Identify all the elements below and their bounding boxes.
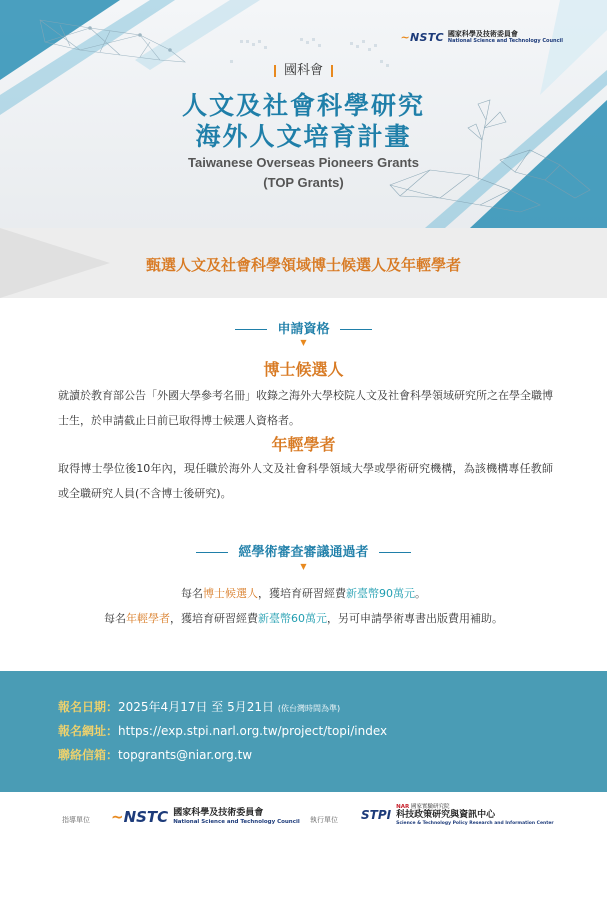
footer-narl-text: NAR 國家實驗研究院 (396, 804, 450, 810)
benefit-role-young: 年輕學者 (126, 612, 170, 625)
phd-candidate-title: 博士候選人 (263, 360, 344, 379)
url-label: 報名網址： (58, 724, 119, 738)
footer-nstc-logo (111, 808, 300, 826)
benefit-line-phd: 每名博士候選人，獲培育研習經費新臺幣90萬元。 (181, 587, 426, 600)
agency-tag: 國科會 (0, 59, 607, 78)
footer-nstc-mark: ~NSTC (111, 808, 169, 826)
supervisor-label: 指導單位 (62, 816, 90, 824)
email-label: 聯絡信箱： (58, 748, 119, 762)
footer-stpi-zh: 科技政策研究與資訊中心 (396, 810, 496, 821)
down-triangle-icon: ▼ (300, 562, 307, 571)
application-url-row (58, 722, 387, 739)
hero-banner (0, 0, 607, 228)
young-scholar-text: 取得博士學位後10年內，現任職於海外人文及社會科學領域大學或學術研究機構，為該機構專任教師或全職研究人員(不含博士後研究)。 (58, 462, 553, 500)
benefit-role-phd: 博士候選人 (203, 587, 258, 600)
contact-email-row (58, 746, 252, 763)
eligibility-heading: 申請資格 (0, 318, 607, 337)
benefit-amount-phd: 新臺幣90萬元 (346, 587, 415, 600)
nstc-logo-en: National Science and Technology Council (447, 37, 563, 44)
footer-stpi-mark: STPI (361, 807, 392, 822)
title-zh-line1: 人文及社會科學研究 (181, 91, 425, 120)
benefit-line-young: 每名年輕學者，獲培育研習經費新臺幣60萬元，另可申請學術專書出版費用補助。 (104, 612, 503, 625)
title-en-line1: Taiwanese Overseas Pioneers Grants (188, 155, 419, 170)
nstc-logo-zh: 國家科學及技術委員會 (447, 30, 518, 39)
application-date-row (58, 698, 340, 715)
date-note: (依台灣時間為準) (277, 704, 341, 713)
nstc-logo (400, 31, 563, 44)
title-zh-line2: 海外人文培育計畫 (195, 122, 412, 151)
footer-stpi-en: Science & Technology Policy Research and Information Center (396, 820, 554, 826)
nstc-logo-mark: ~NSTC (400, 31, 444, 44)
footer-stpi-logo (361, 804, 554, 826)
footer-nstc-en: National Science and Technology Council (173, 818, 300, 825)
review-heading: 經學術審查審議通過者 (0, 541, 607, 560)
phd-candidate-text: 就讀於教育部公告「外國大學參考名冊」收錄之海外大學校院人文及社會科學領域研究所之在學全職博士生，於申請截止日前已取得博士候選人資格者。 (58, 389, 553, 427)
date-label: 報名日期： (58, 700, 119, 714)
down-triangle-icon: ▼ (300, 338, 307, 347)
young-scholar-title: 年輕學者 (271, 435, 336, 454)
executor-label: 執行單位 (310, 816, 338, 824)
benefit-amount-young: 新臺幣60萬元 (258, 612, 327, 625)
subtitle: 甄選人文及社會科學領域博士候選人及年輕學者 (145, 256, 461, 274)
date-value: 2025年4月17日 至 5月21日 (118, 700, 274, 714)
application-url-link[interactable]: https://exp.stpi.narl.org.tw/project/topi/index (118, 724, 388, 738)
contact-email-link[interactable]: topgrants@niar.org.tw (118, 748, 253, 762)
title-en-line2: (TOP Grants) (263, 175, 344, 190)
footer-nstc-zh: 國家科學及技術委員會 (173, 808, 264, 819)
